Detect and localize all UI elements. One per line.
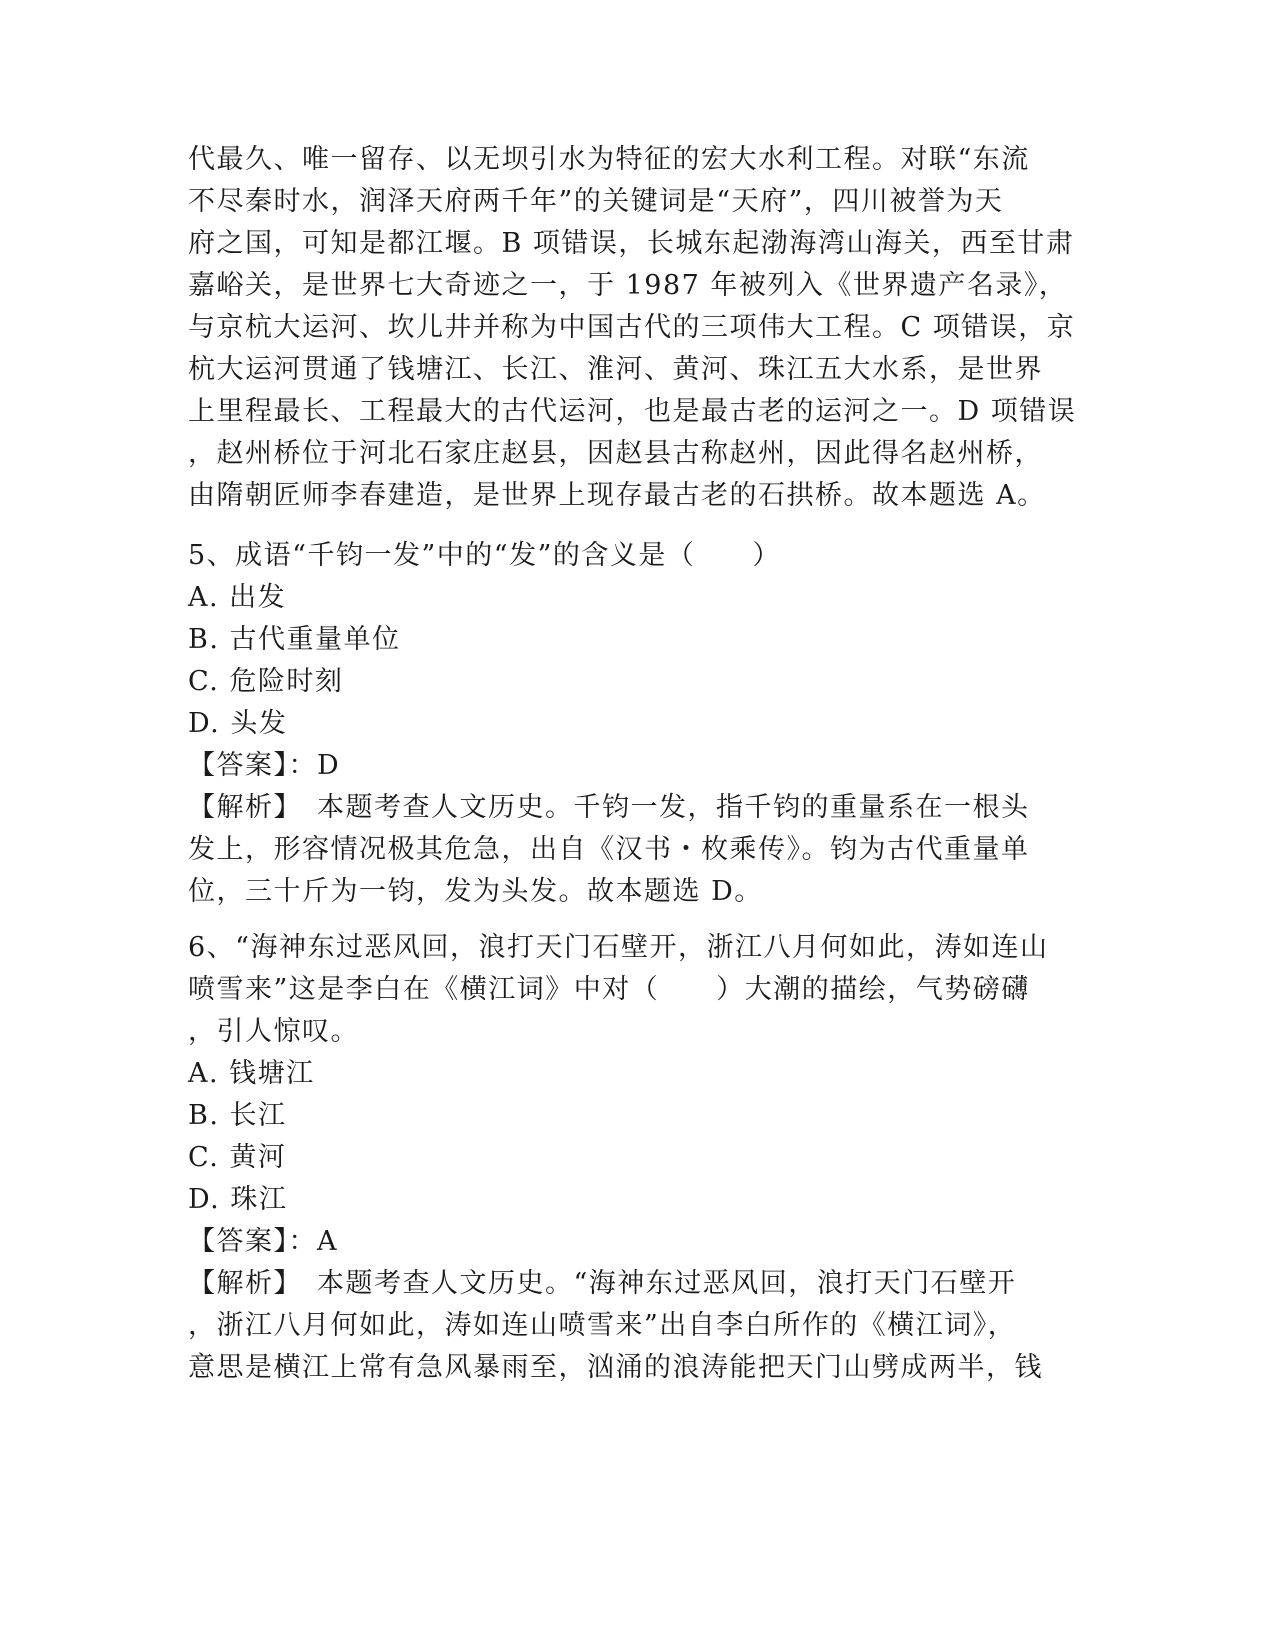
text-line: 与京杭大运河、坎儿井并称为中国古代的三项伟大工程。C 项错误，京 [188, 312, 1076, 343]
explanation-line: 意思是横江上常有急风暴雨至，汹涌的浪涛能把天门山劈成两半，钱 [188, 1352, 1043, 1383]
text-line: 由隋朝匠师李春建造，是世界上现存最古老的石拱桥。故本题选 A。 [188, 480, 1046, 511]
text-line: 杭大运河贯通了钱塘江、长江、淮河、黄河、珠江五大水系，是世界 [188, 354, 1043, 385]
explanation-line: 【解析】 本题考查人文历史。千钧一发，指千钧的重量系在一根头 [188, 792, 1030, 823]
explanation-line: 【解析】 本题考查人文历史。“海神东过恶风回，浪打天门石壁开 [188, 1268, 1017, 1299]
option-c: C. 黄河 [188, 1142, 287, 1173]
explanation-line: ，浙江八月何如此，涛如连山喷雪来”出自李白所作的《横江词》， [188, 1310, 1017, 1341]
option-d: D. 头发 [188, 708, 288, 739]
answer: 【答案】：D [188, 750, 341, 781]
answer: 【答案】：A [188, 1226, 338, 1257]
text-line: 代最久、唯一留存、以无坝引水为特征的宏大水利工程。对联“东流 [188, 144, 1030, 175]
question-text: ，引人惊叹。 [188, 1016, 359, 1047]
text-line: 嘉峪关，是世界七大奇迹之一，于 1987 年被列入《世界遗产名录》， [188, 270, 1068, 301]
option-d: D. 珠江 [188, 1184, 288, 1215]
option-b: B. 长江 [188, 1100, 287, 1131]
question-text: 喷雪来”这是李白在《横江词》中对（ ）大潮的描绘，气势磅礴 [188, 974, 1030, 1005]
question-text: 6、“海神东过恶风回，浪打天门石壁开，浙江八月何如此，涛如连山 [188, 932, 1049, 963]
option-b: B. 古代重量单位 [188, 624, 401, 655]
option-a: A. 出发 [188, 582, 287, 613]
text-line: ，赵州桥位于河北石家庄赵县，因赵县古称赵州，因此得名赵州桥， [188, 438, 1043, 469]
explanation-line: 位，三十斤为一钧，发为头发。故本题选 D。 [188, 876, 763, 907]
question-text: 5、成语“千钧一发”中的“发”的含义是（ ） [188, 540, 781, 571]
text-line: 上里程最长、工程最大的古代运河，也是最古老的运河之一。D 项错误 [188, 396, 1077, 427]
text-line: 府之国，可知是都江堰。B 项错误，长城东起渤海湾山海关，西至甘肃 [188, 228, 1075, 259]
text-line: 不尽秦时水，润泽天府两千年”的关键词是“天府”，四川被誉为天 [188, 186, 1004, 217]
explanation-line: 发上，形容情况极其危急，出自《汉书・枚乘传》。钧为古代重量单 [188, 834, 1030, 865]
option-c: C. 危险时刻 [188, 666, 344, 697]
option-a: A. 钱塘江 [188, 1058, 315, 1089]
